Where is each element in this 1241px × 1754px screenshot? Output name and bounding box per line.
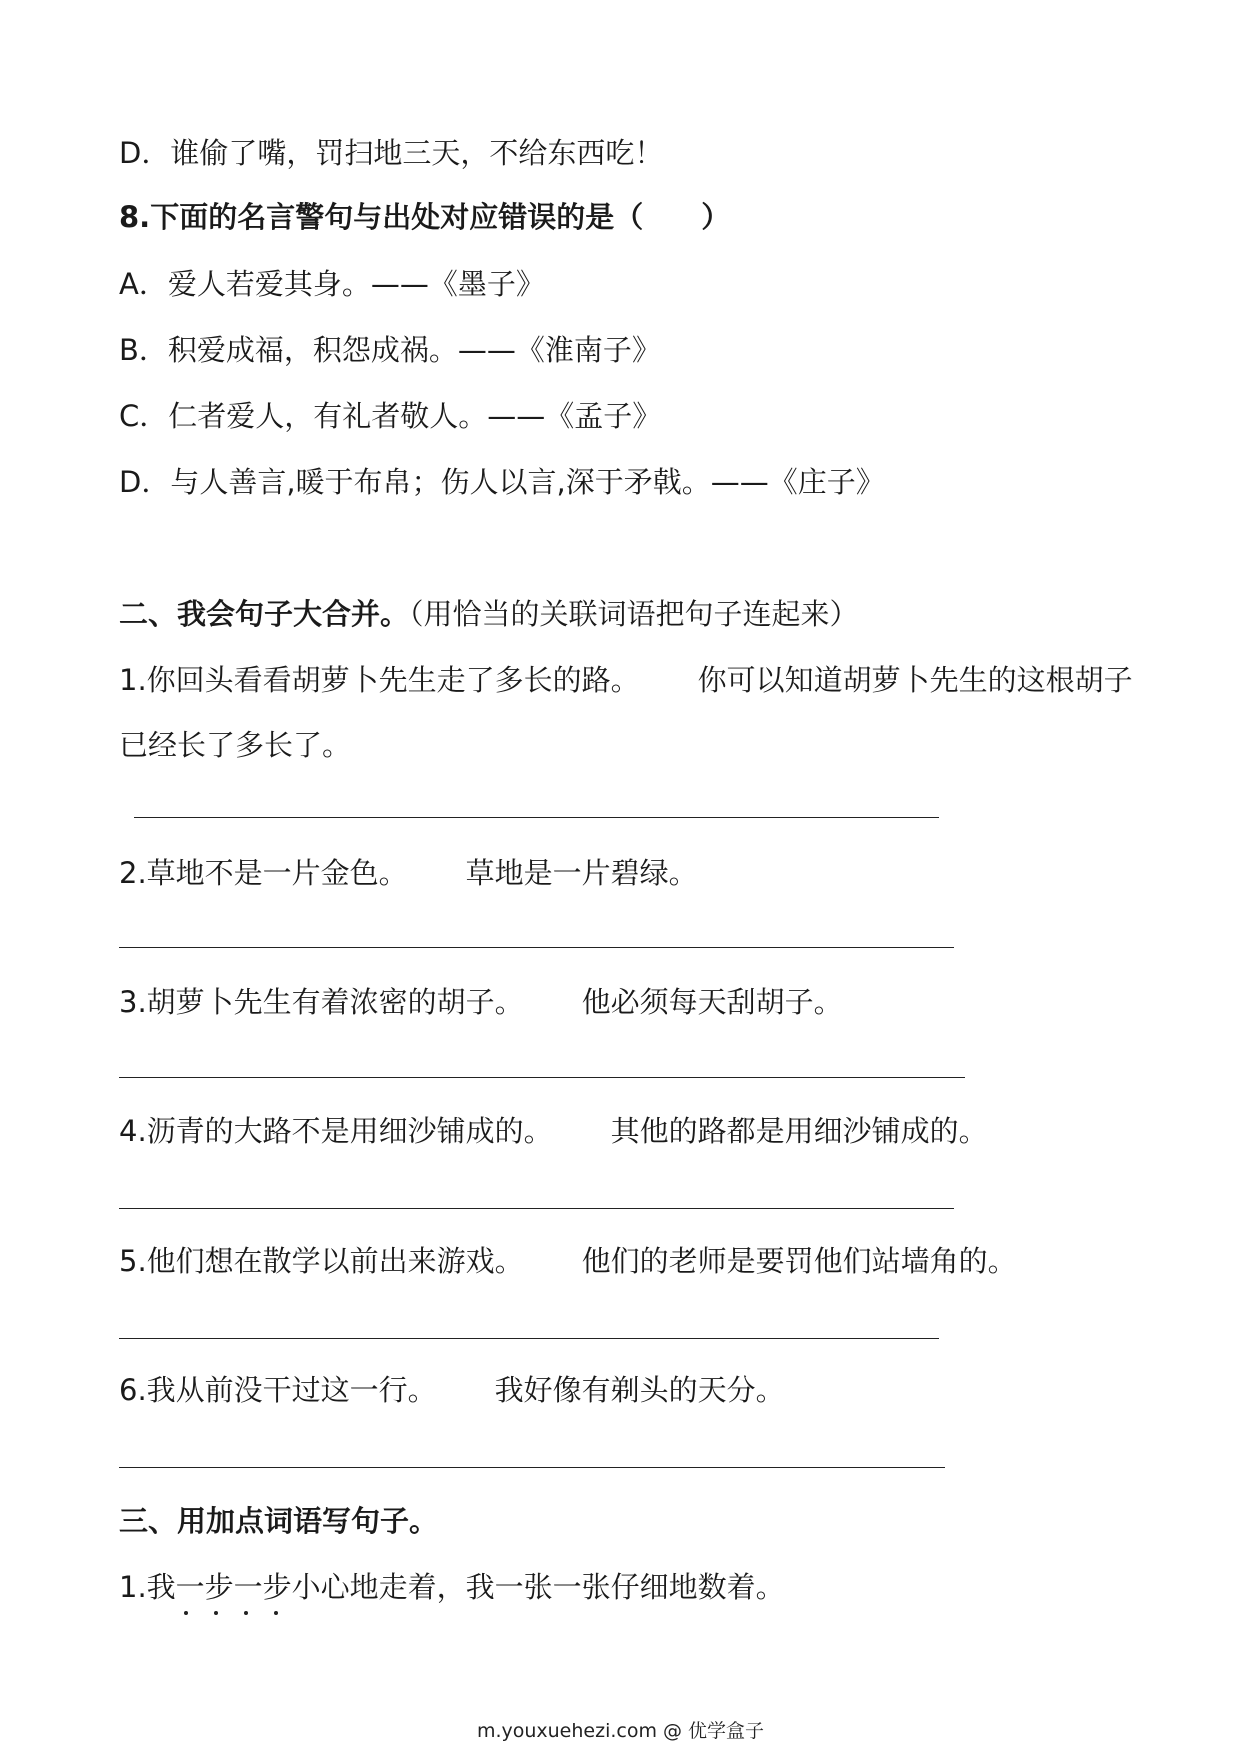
q8-option-a: A．爱人若爱其身。——《墨子》: [119, 267, 545, 301]
emphasis-dot: [214, 1611, 218, 1615]
answer-line-3[interactable]: [119, 1077, 965, 1078]
answer-line-2[interactable]: [119, 947, 954, 948]
answer-line-5[interactable]: [119, 1338, 939, 1339]
emphasis-dot: [274, 1611, 278, 1615]
answer-line-6[interactable]: [119, 1467, 945, 1468]
s2-item-3: [119, 982, 843, 1022]
s2-item-6: [119, 1370, 785, 1410]
s2-item-5: [119, 1241, 1017, 1281]
footer-watermark: m.youxuehezi.com @ 优学盒子: [476, 1720, 765, 1742]
s2-item-5-a: 5.他们想在散学以前出来游戏。: [119, 1244, 524, 1278]
s2-item-1-cont: 已经长了多长了。: [119, 728, 352, 762]
s3-item-1: 1.我一步一步小心地走着，我一张一张仔细地数着。: [119, 1570, 785, 1604]
q8-option-c: C．仁者爱人，有礼者敬人。——《孟子》: [119, 399, 662, 433]
s2-item-5-b: 他们的老师是要罚他们站墙角的。: [581, 1244, 1017, 1278]
answer-line-1[interactable]: [134, 817, 939, 818]
q8-question: 8.下面的名言警句与出处对应错误的是（ ）: [119, 200, 731, 234]
emphasis-dot: [244, 1611, 248, 1615]
s2-item-1-b: 你可以知道胡萝卜先生的这根胡子: [697, 663, 1133, 697]
s2-item-6-b: 我好像有剃头的天分。: [494, 1373, 785, 1407]
s2-item-4-b: 其他的路都是用细沙铺成的。: [610, 1114, 988, 1148]
q8-option-d: D．与人善言,暖于布帛；伤人以言,深于矛戟。——《庄子》: [119, 465, 885, 499]
section2-title: 二、我会句子大合并。: [119, 597, 410, 631]
emphasis-dot: [184, 1611, 188, 1615]
s2-item-4: [119, 1111, 988, 1151]
s2-item-1: [119, 660, 1133, 700]
section3-title: 三、用加点词语写句子。: [119, 1504, 439, 1538]
s2-item-6-a: 6.我从前没干过这一行。: [119, 1373, 437, 1407]
s2-item-2-a: 2.草地不是一片金色。: [119, 856, 408, 890]
q8-option-b: B．积爱成福，积怨成祸。——《淮南子》: [119, 333, 661, 367]
s2-item-3-b: 他必须每天刮胡子。: [581, 985, 843, 1019]
answer-line-4[interactable]: [119, 1208, 954, 1209]
s2-item-3-a: 3.胡萝卜先生有着浓密的胡子。: [119, 985, 524, 1019]
s2-item-1-a: 1.你回头看看胡萝卜先生走了多长的路。: [119, 663, 640, 697]
q7-option-d: D．谁偷了嘴，罚扫地三天，不给东西吃！: [119, 136, 664, 170]
s2-item-2: [119, 853, 698, 893]
s2-item-4-a: 4.沥青的大路不是用细沙铺成的。: [119, 1114, 553, 1148]
section2-instruction: （用恰当的关联词语把句子连起来）: [409, 597, 859, 631]
section2-heading: [119, 594, 859, 634]
s2-item-2-b: 草地是一片碧绿。: [465, 856, 698, 890]
